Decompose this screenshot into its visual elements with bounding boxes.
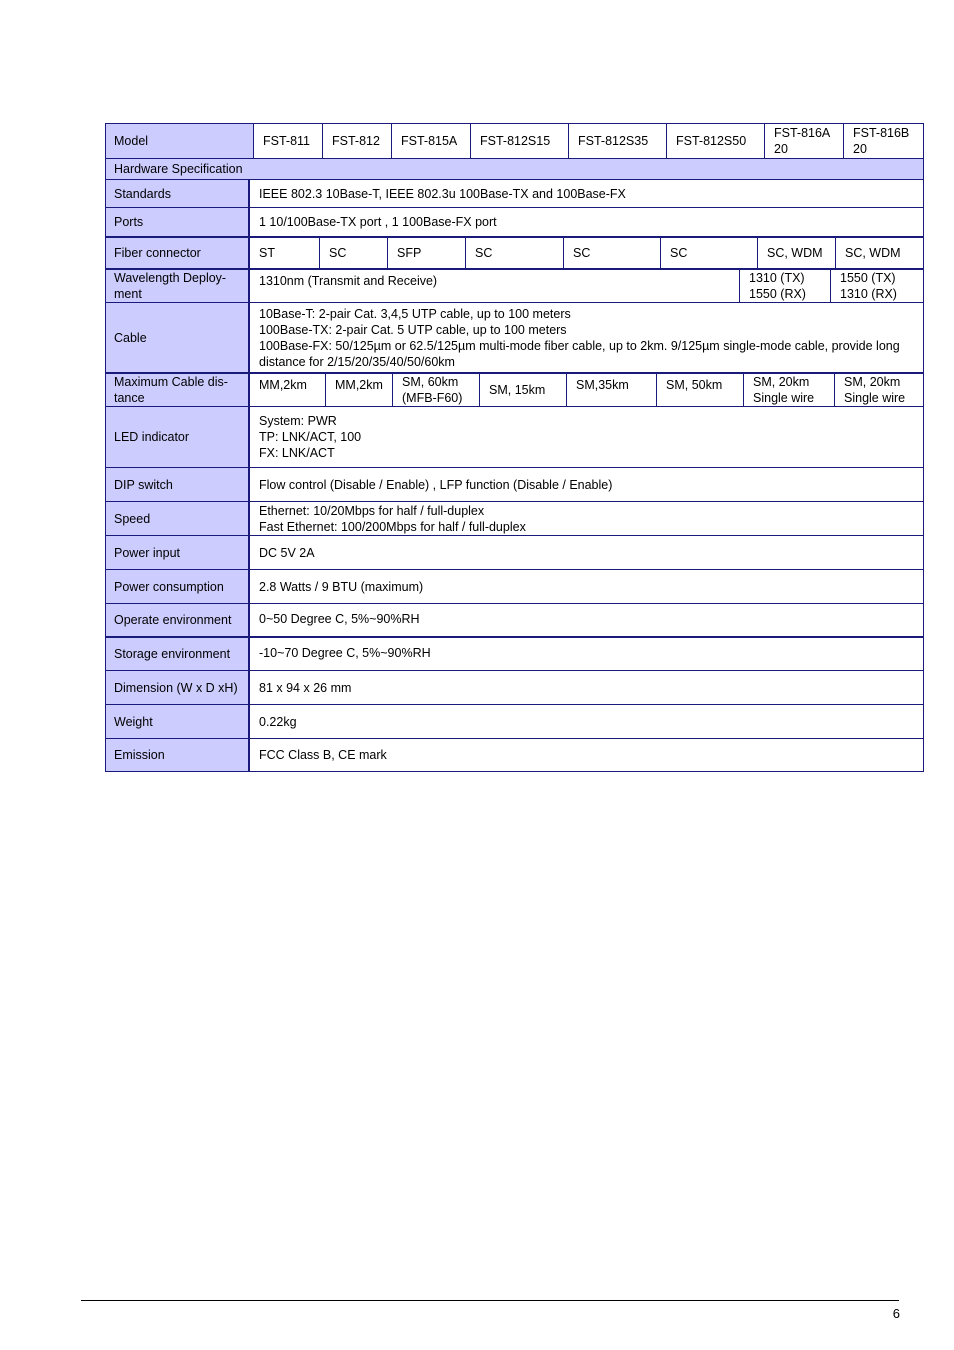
weight-row [106, 704, 923, 738]
emission-row [106, 738, 923, 771]
page-number: 6 [892, 1306, 900, 1321]
speed-line: Ethernet: 10/20Mbps for half / full-duplex [259, 503, 485, 518]
emission-value: FCC Class B, CE mark [259, 748, 387, 762]
fiber-cell: ST [250, 238, 320, 268]
model-label: Model [106, 124, 254, 158]
fiber-cell: SC [661, 238, 758, 268]
wavelength-a [740, 270, 831, 302]
power-input-row [106, 535, 923, 569]
distance-line: Single wire [753, 391, 815, 405]
power-consumption-label: Power consumption [106, 570, 250, 603]
distance-line: (MFB-F60) [402, 391, 463, 405]
standards-value: IEEE 802.3 10Base-T, IEEE 802.3u 100Base-TX and 100Base-FX [259, 186, 626, 201]
operate-label: Operate environment [106, 604, 250, 636]
dimension-value: 81 x 94 x 26 mm [259, 680, 352, 695]
fiber-cell: SC, WDM [845, 246, 901, 260]
storage-label: Storage environment [106, 638, 250, 670]
fiber-cell: SC [320, 238, 388, 268]
cable-label: Cable [106, 303, 250, 372]
spec-table [105, 123, 924, 772]
fiber-cell: SFP [388, 238, 466, 268]
model-cell: FST-816A 20 [765, 124, 844, 158]
storage-row [106, 636, 923, 670]
power-consumption-row [106, 569, 923, 603]
fiber-cell: SC [564, 238, 661, 268]
cable-line: 10Base-T: 2-pair Cat. 3,4,5 UTP cable, up to 100 meters [259, 306, 571, 321]
distance-cell: MM,2km [326, 374, 393, 406]
distance-cell: SM, 50km [657, 374, 744, 406]
standards-label: Standards [106, 180, 250, 207]
dimension-row [106, 670, 923, 704]
operate-row [106, 603, 923, 636]
hardware-section-heading: Hardware Specification [106, 158, 923, 179]
wavelength-b-line: 1550 (TX) [840, 271, 896, 285]
dip-label: DIP switch [106, 468, 250, 501]
dip-value: Flow control (Disable / Enable) , LFP function (Disable / Enable) [259, 477, 613, 492]
model-cell: FST-811 [254, 124, 323, 158]
ports-row [106, 207, 923, 236]
led-value [250, 407, 923, 467]
led-line: FX: LNK/ACT [259, 446, 335, 460]
standards-row [106, 179, 923, 207]
fiber-cell: SC, WDM [758, 238, 836, 268]
fiber-row [106, 236, 923, 268]
distance-row [106, 372, 923, 406]
wavelength-label: Wavelength Deploy-ment [106, 270, 250, 302]
cable-value [250, 303, 923, 372]
led-label: LED indicator [106, 407, 250, 467]
ports-label: Ports [106, 208, 250, 236]
fiber-cell: SC [466, 238, 564, 268]
weight-label: Weight [106, 705, 250, 738]
led-line: TP: LNK/ACT, 100 [259, 430, 362, 444]
model-cell: FST-812S50 [667, 124, 765, 158]
distance-cell: SM,35km [567, 374, 657, 406]
distance-line: SM, 60km [402, 375, 459, 389]
footer-divider [81, 1300, 899, 1301]
power-consumption-value: 2.8 Watts / 9 BTU (maximum) [259, 579, 424, 594]
ports-value: 1 10/100Base-TX port , 1 100Base-FX port [259, 215, 497, 229]
model-cell: FST-816B 20 [853, 126, 910, 156]
led-row [106, 406, 923, 467]
cable-row [106, 302, 923, 372]
distance-line: SM, 20km [753, 375, 810, 389]
dimension-label: Dimension (W x D xH) [106, 671, 250, 704]
model-cell: FST-815A [392, 124, 471, 158]
distance-cell [835, 374, 923, 406]
model-cell: FST-812S15 [471, 124, 569, 158]
power-input-label: Power input [106, 536, 250, 569]
emission-label: Emission [106, 739, 250, 771]
speed-row [106, 501, 923, 535]
weight-value: 0.22kg [259, 714, 297, 729]
wavelength-a-line: 1310 (TX) [749, 271, 805, 285]
cable-line: 100Base-TX: 2-pair Cat. 5 UTP cable, up to 100 meters [259, 322, 567, 337]
distance-line: Single wire [844, 391, 906, 405]
wavelength-row [106, 268, 923, 302]
distance-label: Maximum Cable dis-tance [106, 374, 250, 406]
fiber-label: Fiber connector [106, 238, 250, 268]
power-input-value: DC 5V 2A [259, 545, 315, 560]
wavelength-a-line: 1550 (RX) [749, 287, 806, 301]
distance-cell [393, 374, 480, 406]
distance-cell: SM, 15km [480, 374, 567, 406]
model-cell: FST-812 [323, 124, 392, 158]
wavelength-b-line: 1310 (RX) [840, 287, 897, 301]
speed-label: Speed [106, 502, 250, 535]
model-cell: FST-812S35 [569, 124, 667, 158]
cable-line: 100Base-FX: 50/125µm or 62.5/125µm multi-mode fiber cable, up to 2km. 9/125µm single-mode cable, provide long distance for 2/15/20/35/40/50/60km [259, 338, 900, 369]
distance-cell: MM,2km [250, 374, 326, 406]
wavelength-b [831, 270, 923, 302]
led-line: System: PWR [259, 414, 337, 428]
distance-line: SM, 20km [844, 375, 901, 389]
wavelength-value: 1310nm (Transmit and Receive) [250, 270, 740, 302]
dip-row [106, 467, 923, 501]
speed-line: Fast Ethernet: 100/200Mbps for half / full-duplex [259, 519, 526, 534]
speed-value [250, 502, 923, 535]
storage-value: -10~70 Degree C, 5%~90%RH [259, 646, 431, 660]
operate-value: 0~50 Degree C, 5%~90%RH [259, 612, 420, 626]
model-row [106, 124, 923, 158]
distance-cell [744, 374, 835, 406]
